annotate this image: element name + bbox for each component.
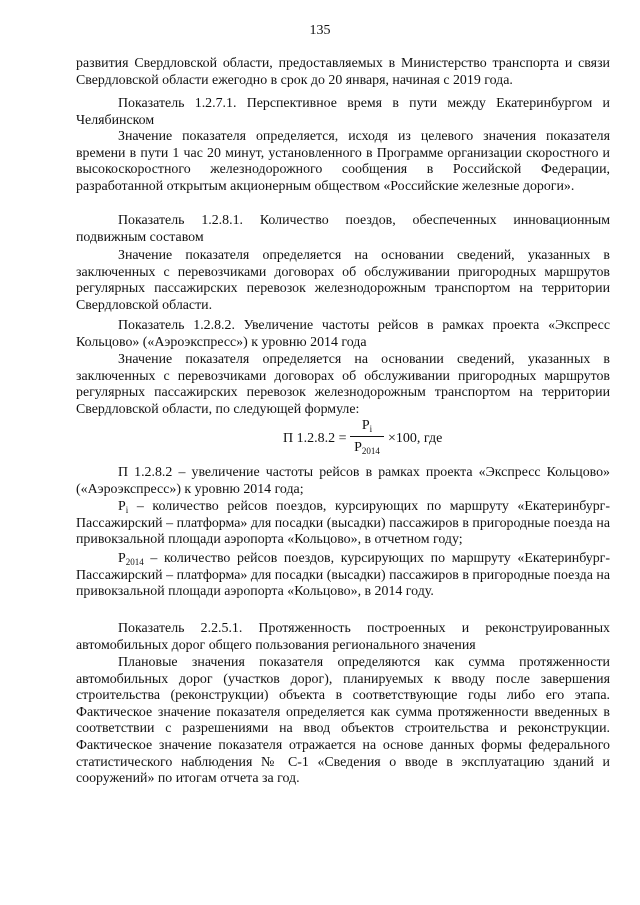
paragraph-9-definition-pi: $P_i$ – количество рейсов поездов, курсирующих по маршруту «Екатеринбург-Пассажирский – платформа» для посадки (высадки) пассажиров в пригородные поезда на привокзальной площади аэропорта «Кольцово», в отчетном году;	[76, 499, 610, 548]
paragraph-10-definition-p2014: $P_{2014}$ – количество рейсов поездов, курсирующих по маршруту «Екатеринбург-Пассажирский – платформа» для посадки (высадки) пассажиров в пригородные поезда на привокзальной площади аэропорта «Кольцово», в 2014 году.	[76, 551, 610, 600]
formula-fraction	[350, 417, 384, 457]
formula	[0, 417, 640, 461]
symbol-p-2014: $P_{2014}$	[118, 551, 144, 567]
page-number: 135	[309, 23, 331, 38]
paragraph-1: развития Свердловской области, предоставляемых в Министерство транспорта и связи Свердловской области ежегодно в срок до 20 января, начиная с 2019 года.	[76, 56, 610, 88]
paragraph-8-definition-p: П 1.2.8.2 – увеличение частоты рейсов в рамках проекта «Экспресс Кольцово» («Аэроэкспресс») к уровню 2014 года;	[76, 465, 610, 497]
formula-left: П 1.2.8.2 =	[283, 431, 347, 446]
paragraph-3: Значение показателя определяется, исходя из целевого значения показателя времени в пути 1 час 20 минут, установленного в Программе организации скоростного и высокоскоростного железнодорожного сообщения в Российской Федерации, разработанной открытым акционерным обществом «Российские железные дороги».	[76, 129, 610, 194]
symbol-p-i: $P_i$	[118, 499, 129, 515]
formula-numerator: $P_i$	[361, 418, 373, 434]
paragraph-12: Плановые значения показателя определяются как сумма протяженности автомобильных дорог (участков дорог), планируемых к вводу после завершения строительства (реконструкции) объекта в соответствующие годы либо его этапа. Фактическое значение показателя определяется как сумма протяженности введенных в соответствии с разрешениями на ввод объектов строительства и реконструкции. Фактическое значение показателя отражается на основе данных формы федерального статистического наблюдения № С-1 «Сведения о вводе в эксплуатацию зданий и сооружений» по итогам отчета за год.	[76, 655, 610, 787]
fraction-bar	[350, 436, 384, 437]
formula-right: ×100, где	[388, 431, 443, 446]
paragraph-5: Значение показателя определяется на основании сведений, указанных в заключенных с перевозчиками договорах об обслуживании пригородных маршрутов регулярных пассажирских перевозок железнодорожным транспортом на территории Свердловской области.	[76, 248, 610, 313]
paragraph-7: Значение показателя определяется на основании сведений, указанных в заключенных с перевозчиками договорах об обслуживании пригородных маршрутов регулярных пассажирских перевозок железнодорожным транспортом на территории Свердловской области, по следующей формуле:	[76, 352, 610, 417]
paragraph-11-indicator-2-2-5-1: Показатель 2.2.5.1. Протяженность построенных и реконструированных автомобильных дорог общего пользования регионального значения	[76, 621, 610, 653]
paragraph-2-indicator-1-2-7-1: Показатель 1.2.7.1. Перспективное время в пути между Екатеринбургом и Челябинском	[76, 96, 610, 128]
paragraph-6-indicator-1-2-8-2: Показатель 1.2.8.2. Увеличение частоты рейсов в рамках проекта «Экспресс Кольцово» («Аэроэкспресс») к уровню 2014 года	[76, 318, 610, 350]
formula-denominator: $P_{2014}$	[354, 440, 380, 456]
paragraph-4-indicator-1-2-8-1: Показатель 1.2.8.1. Количество поездов, обеспеченных инновационным подвижным составом	[76, 213, 610, 245]
